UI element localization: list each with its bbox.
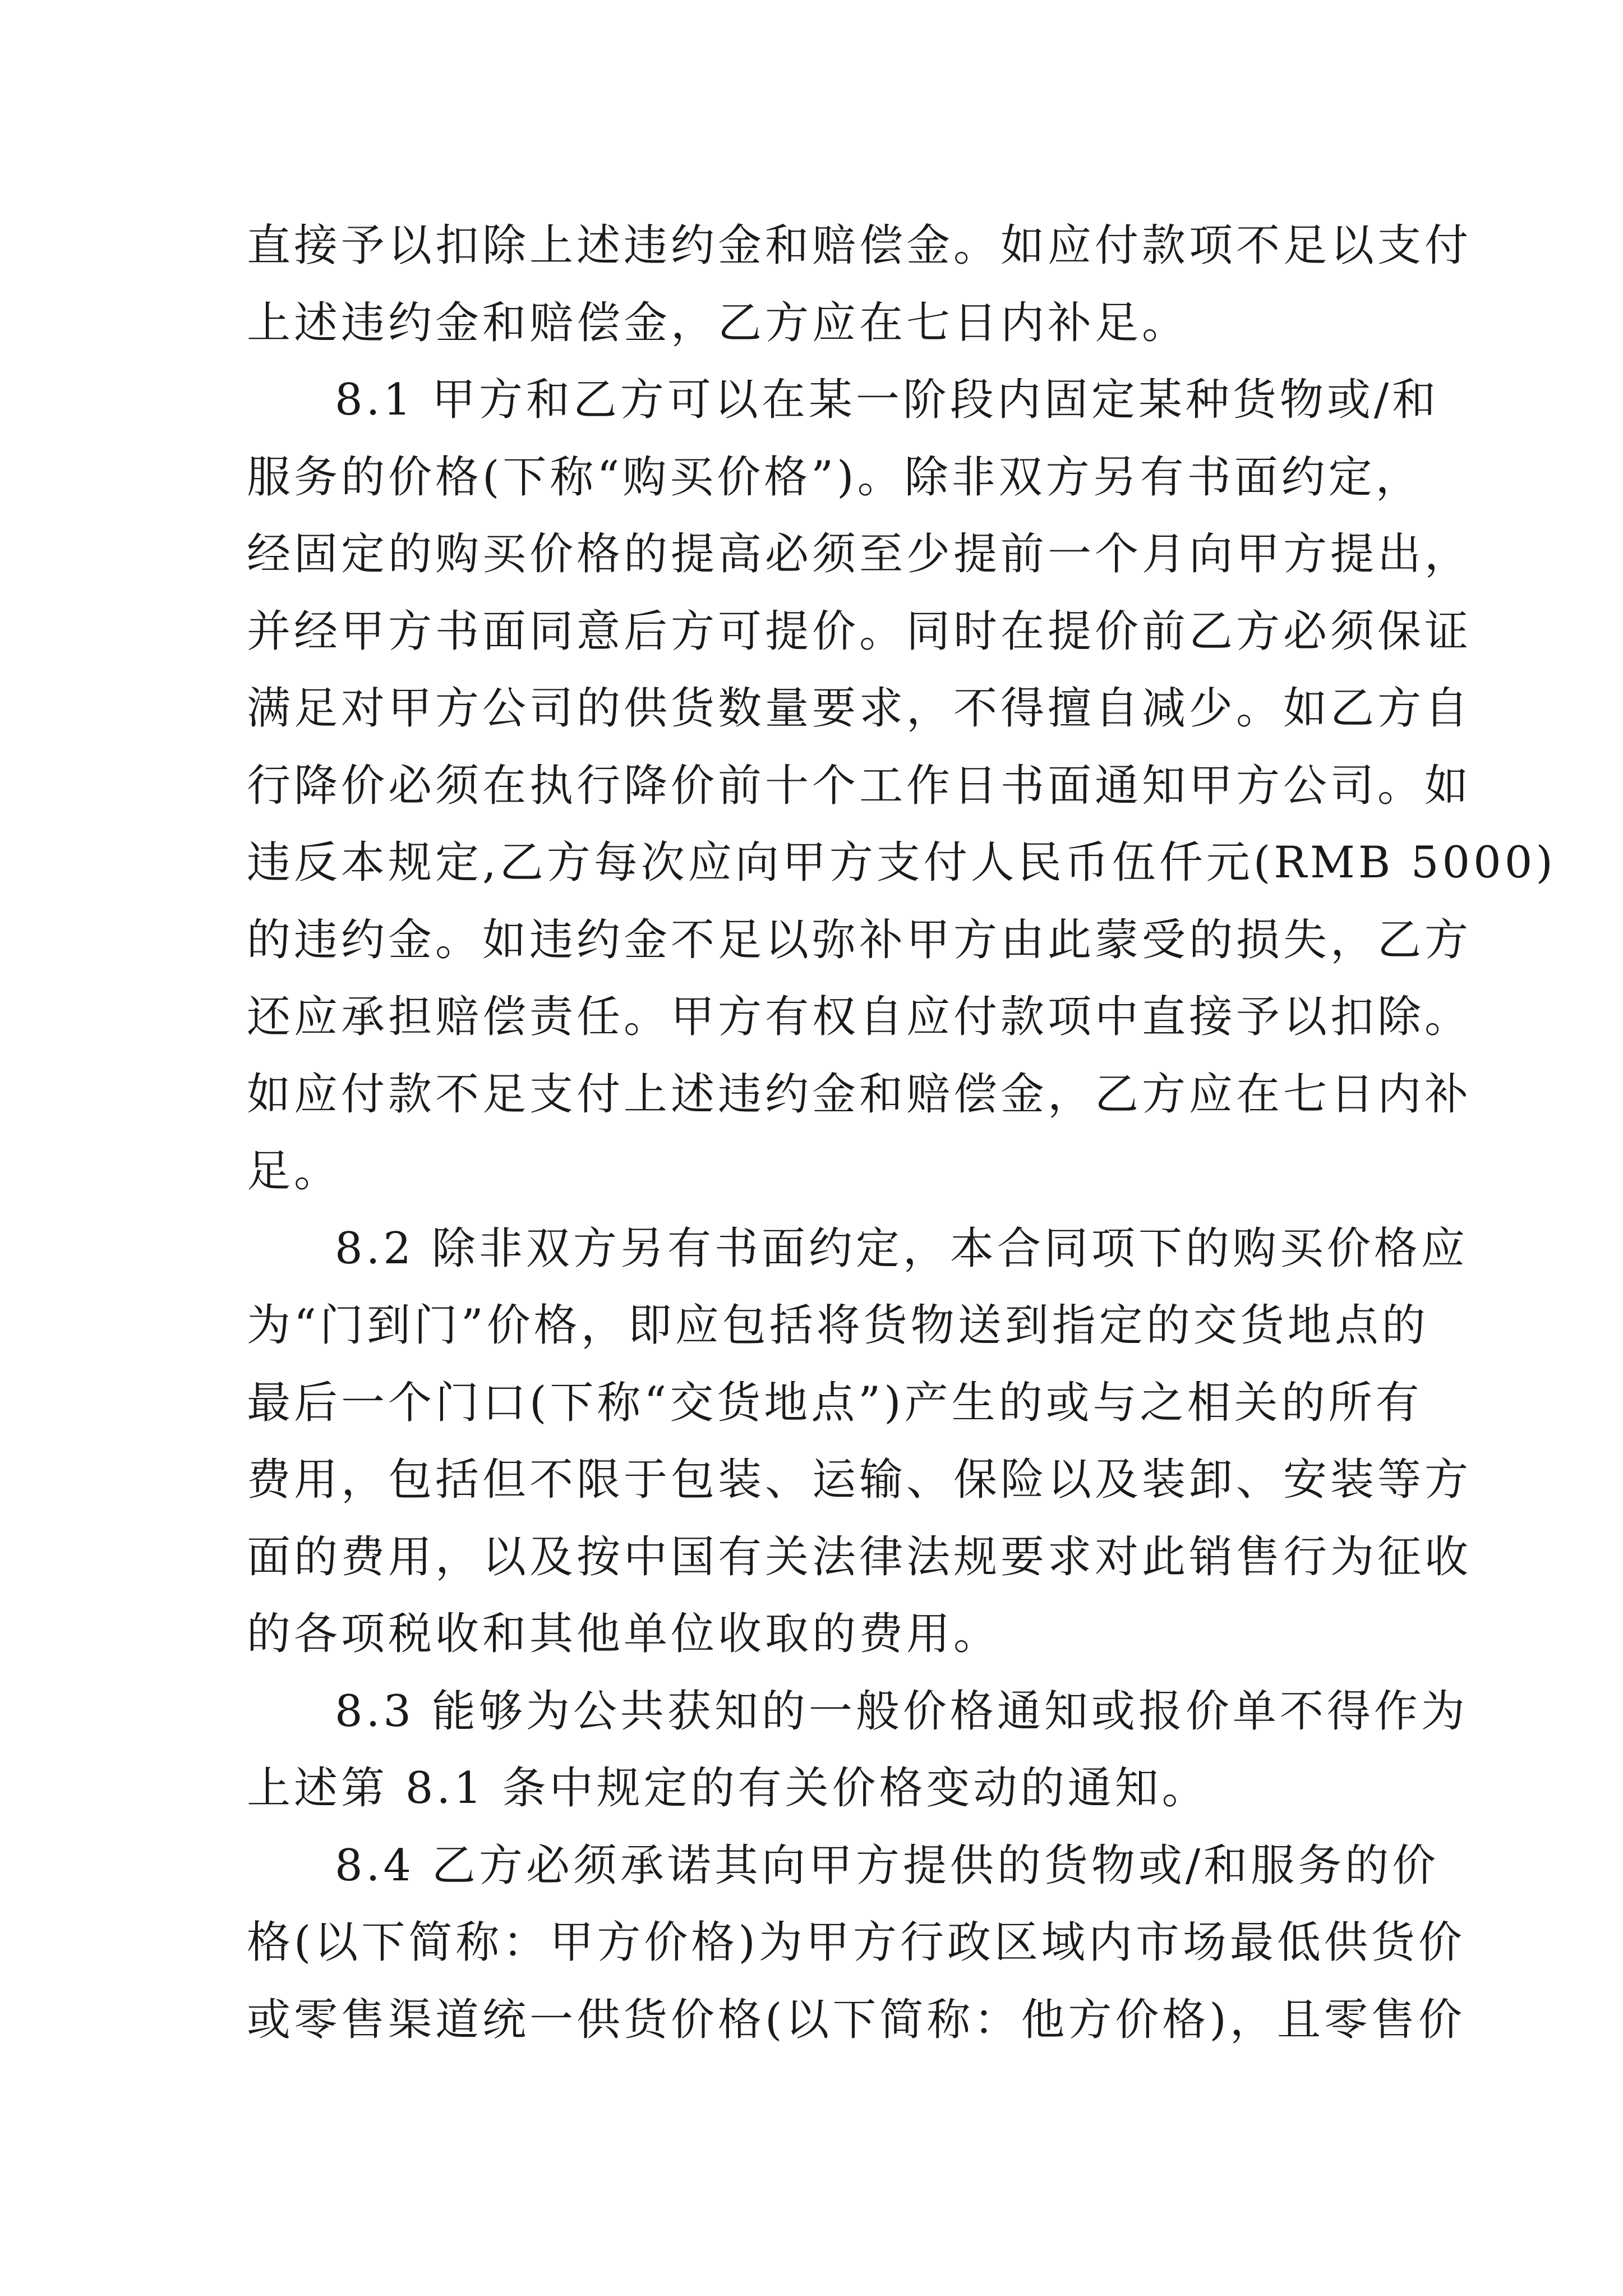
text-line: 足。 xyxy=(247,1146,342,1197)
text-line: 直接予以扣除上述违约金和赔偿金。如应付款项不足以支付 xyxy=(247,220,1472,271)
text-line: 或零售渠道统一供货价格(以下简称：他方价格)，且零售价 xyxy=(247,1994,1465,2045)
contract-text-body xyxy=(247,208,1556,2059)
clause-8-4-start: 8.4 乙方必须承诺其向甲方提供的货物或/和服务的价 xyxy=(335,1840,1440,1891)
text-line: 面的费用，以及按中国有关法律法规要求对此销售行为征收 xyxy=(247,1531,1472,1582)
text-line: 的违约金。如违约金不足以弥补甲方由此蒙受的损失，乙方 xyxy=(247,914,1472,965)
text-line: 行降价必须在执行降价前十个工作日书面通知甲方公司。如 xyxy=(247,760,1472,811)
text-line: 上述第 8.1 条中规定的有关价格变动的通知。 xyxy=(247,1763,1209,1814)
text-line: 违反本规定,乙方每次应向甲方支付人民币伍仟元(RMB 5000) xyxy=(247,838,1556,888)
text-line: 最后一个门口(下称“交货地点”)产生的或与之相关的所有 xyxy=(247,1377,1423,1428)
text-line: 还应承担赔偿责任。甲方有权自应付款项中直接予以扣除。 xyxy=(247,992,1472,1042)
text-line: 费用，包括但不限于包装、运输、保险以及装卸、安装等方 xyxy=(247,1455,1472,1505)
text-line: 上述违约金和赔偿金，乙方应在七日内补足。 xyxy=(247,297,1189,348)
text-line: 服务的价格(下称“购买价格”)。除非双方另有书面约定， xyxy=(247,452,1423,503)
text-line: 为“门到门”价格，即应包括将货物送到指定的交货地点的 xyxy=(247,1300,1429,1351)
clause-8-2-start: 8.2 除非双方另有书面约定，本合同项下的购买价格应 xyxy=(335,1223,1468,1274)
clause-8-3-start: 8.3 能够为公共获知的一般价格通知或报价单不得作为 xyxy=(335,1686,1468,1737)
text-line: 如应付款不足支付上述违约金和赔偿金，乙方应在七日内补 xyxy=(247,1069,1472,1120)
text-line: 经固定的购买价格的提高必须至少提前一个月向甲方提出， xyxy=(247,529,1472,579)
clause-8-1-start: 8.1 甲方和乙方可以在某一阶段内固定某种货物或/和 xyxy=(335,375,1440,425)
text-line: 并经甲方书面同意后方可提价。同时在提价前乙方必须保证 xyxy=(247,606,1472,657)
text-line: 满足对甲方公司的供货数量要求，不得擅自减少。如乙方自 xyxy=(247,683,1472,734)
text-line: 的各项税收和其他单位收取的费用。 xyxy=(247,1609,1001,1659)
text-line: 格(以下简称：甲方价格)为甲方行政区域内市场最低供货价 xyxy=(247,1917,1465,1968)
